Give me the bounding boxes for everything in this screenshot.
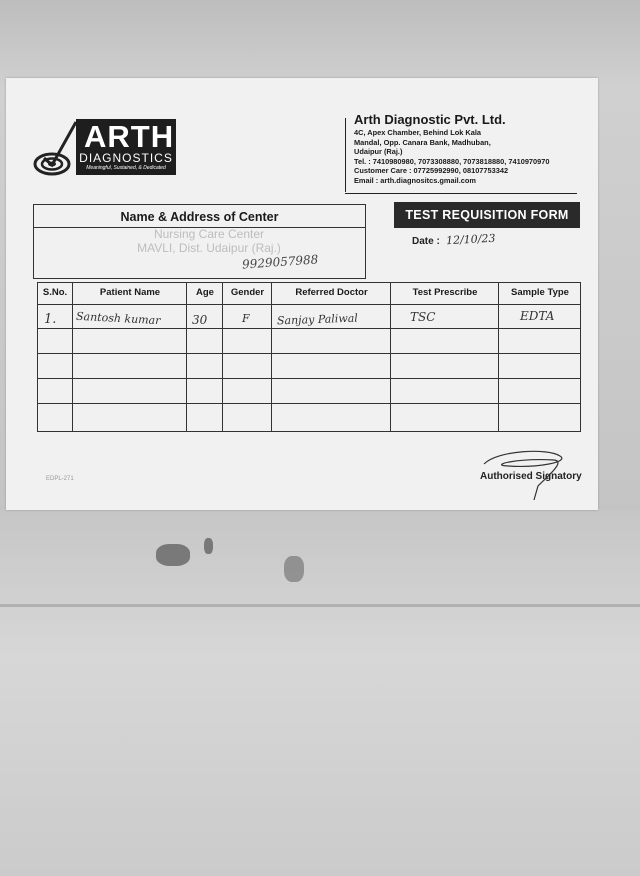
row-test-prescribe: TSC <box>410 310 436 324</box>
paper-fold-line <box>0 604 640 607</box>
row-sample-type: EDTA <box>520 309 555 323</box>
date-value-handwritten: 12/10/23 <box>445 231 496 248</box>
company-customer-care: Customer Care : 07725992990, 08107753342 <box>354 166 509 176</box>
center-address-box <box>33 204 366 279</box>
row-sno: 1. <box>44 312 57 327</box>
center-address-faint: MAVLI, Dist. Udaipur (Raj.) <box>137 241 281 255</box>
ink-smudge <box>284 556 304 582</box>
ink-smudge <box>204 538 213 554</box>
form-title: TEST REQUISITION FORM <box>394 202 580 228</box>
header-referred-doctor: Referred Doctor <box>295 287 368 298</box>
patient-table <box>37 282 581 432</box>
company-name: Arth Diagnostic Pvt. Ltd. <box>354 112 506 127</box>
header-rule <box>345 193 577 194</box>
target-check-icon <box>32 118 78 178</box>
company-address-line: Mandal, Opp. Canara Bank, Madhuban, <box>354 137 491 147</box>
header-test-prescribe: Test Prescribe <box>412 287 478 298</box>
center-title: Name & Address of Center <box>34 205 365 228</box>
company-telephone: Tel. : 7410980980, 7073308880, 7073818880, 7410970970 <box>354 156 550 166</box>
company-address-line: Udaipur (Raj.) <box>354 147 403 157</box>
authorised-signatory-label: Authorised Signatory <box>480 471 582 482</box>
date-label: Date : <box>412 236 440 247</box>
row-patient-name: Santosh kumar <box>75 309 161 328</box>
form-code: EDPL-271 <box>46 476 74 482</box>
scan-lower-area <box>0 510 640 876</box>
header-patient-name: Patient Name <box>99 287 161 298</box>
header-divider <box>345 118 346 192</box>
row-age: 30 <box>192 313 208 327</box>
center-phone-handwritten: 9929057988 <box>241 252 319 272</box>
header-sample-type: Sample Type <box>511 287 569 298</box>
logo-title: ARTH <box>84 119 175 154</box>
ink-smudge <box>156 544 190 566</box>
header-gender: Gender <box>230 287 265 298</box>
company-address-line: 4C, Apex Chamber, Behind Lok Kala <box>354 128 482 137</box>
company-info <box>354 112 594 186</box>
company-logo <box>76 119 176 175</box>
header-sno: S.No. <box>42 287 68 298</box>
row-gender: F <box>242 312 250 325</box>
logo-subtitle: DIAGNOSTICS <box>79 151 173 165</box>
header-age: Age <box>196 287 214 298</box>
center-name-faint: Nursing Care Center <box>153 227 265 241</box>
logo-tagline: Meaningful, Sustained, & Dedicated <box>86 165 166 171</box>
row-referred-doctor: Sanjay Paliwal <box>276 311 359 328</box>
company-email: Email : arth.diagnositcs.gmail.com <box>354 175 476 185</box>
